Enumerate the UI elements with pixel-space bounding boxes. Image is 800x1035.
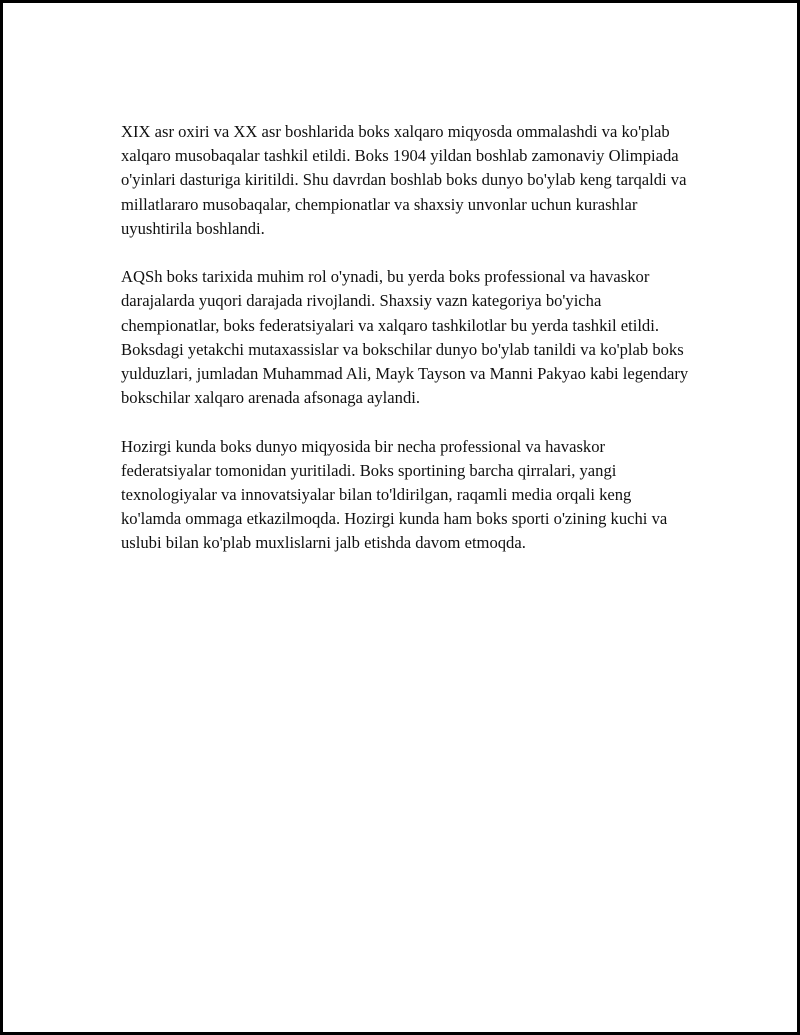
paragraph-1: XIX asr oxiri va XX asr boshlarida boks xalqaro miqyosda ommalashdi va ko'plab xalqaro musobaqalar tashkil etildi. Boks 1904 yildan boshlab zamonaviy Olimpiada o'yinlari dasturiga kiritildi. Shu davrdan boshlab boks dunyo bo'ylab keng tarqaldi va millatlararo musobaqalar, chempionatlar va shaxsiy unvonlar uchun kurashlar uyushtirila boshlandi. (121, 122, 687, 238)
document-body (121, 120, 693, 580)
paragraph-3: Hozirgi kunda boks dunyo miqyosida bir necha professional va havaskor federatsiyalar tomonidan yuritiladi. Boks sportining barcha qirralari, yangi texnologiyalar va innovatsiyalar bilan to'ldirilgan, raqamli media orqali keng ko'lamda ommaga etkazilmoqda. Hozirgi kunda ham boks sporti o'zining kuchi va uslubi bilan ko'plab muxlislarni jalb etishda davom etmoqda. (121, 436, 668, 553)
paragraph-2: AQSh boks tarixida muhim rol o'ynadi, bu yerda boks professional va havaskor darajalarda yuqori darajada rivojlandi. Shaxsiy vazn kategoriya bo'yicha chempionatlar, boks federatsiyalari va xalqaro tashkilotlar bu yerda tashkil etildi. Boksdagi yetakchi mutaxassislar va bokschilar dunyo bo'ylab tanildi va ko'plab boks yulduzlari, jumladan Muhammad Ali, Mayk Tayson va Manni Pakyao kabi legendary bokschilar xalqaro arenada afsonaga aylandi. (121, 267, 689, 408)
